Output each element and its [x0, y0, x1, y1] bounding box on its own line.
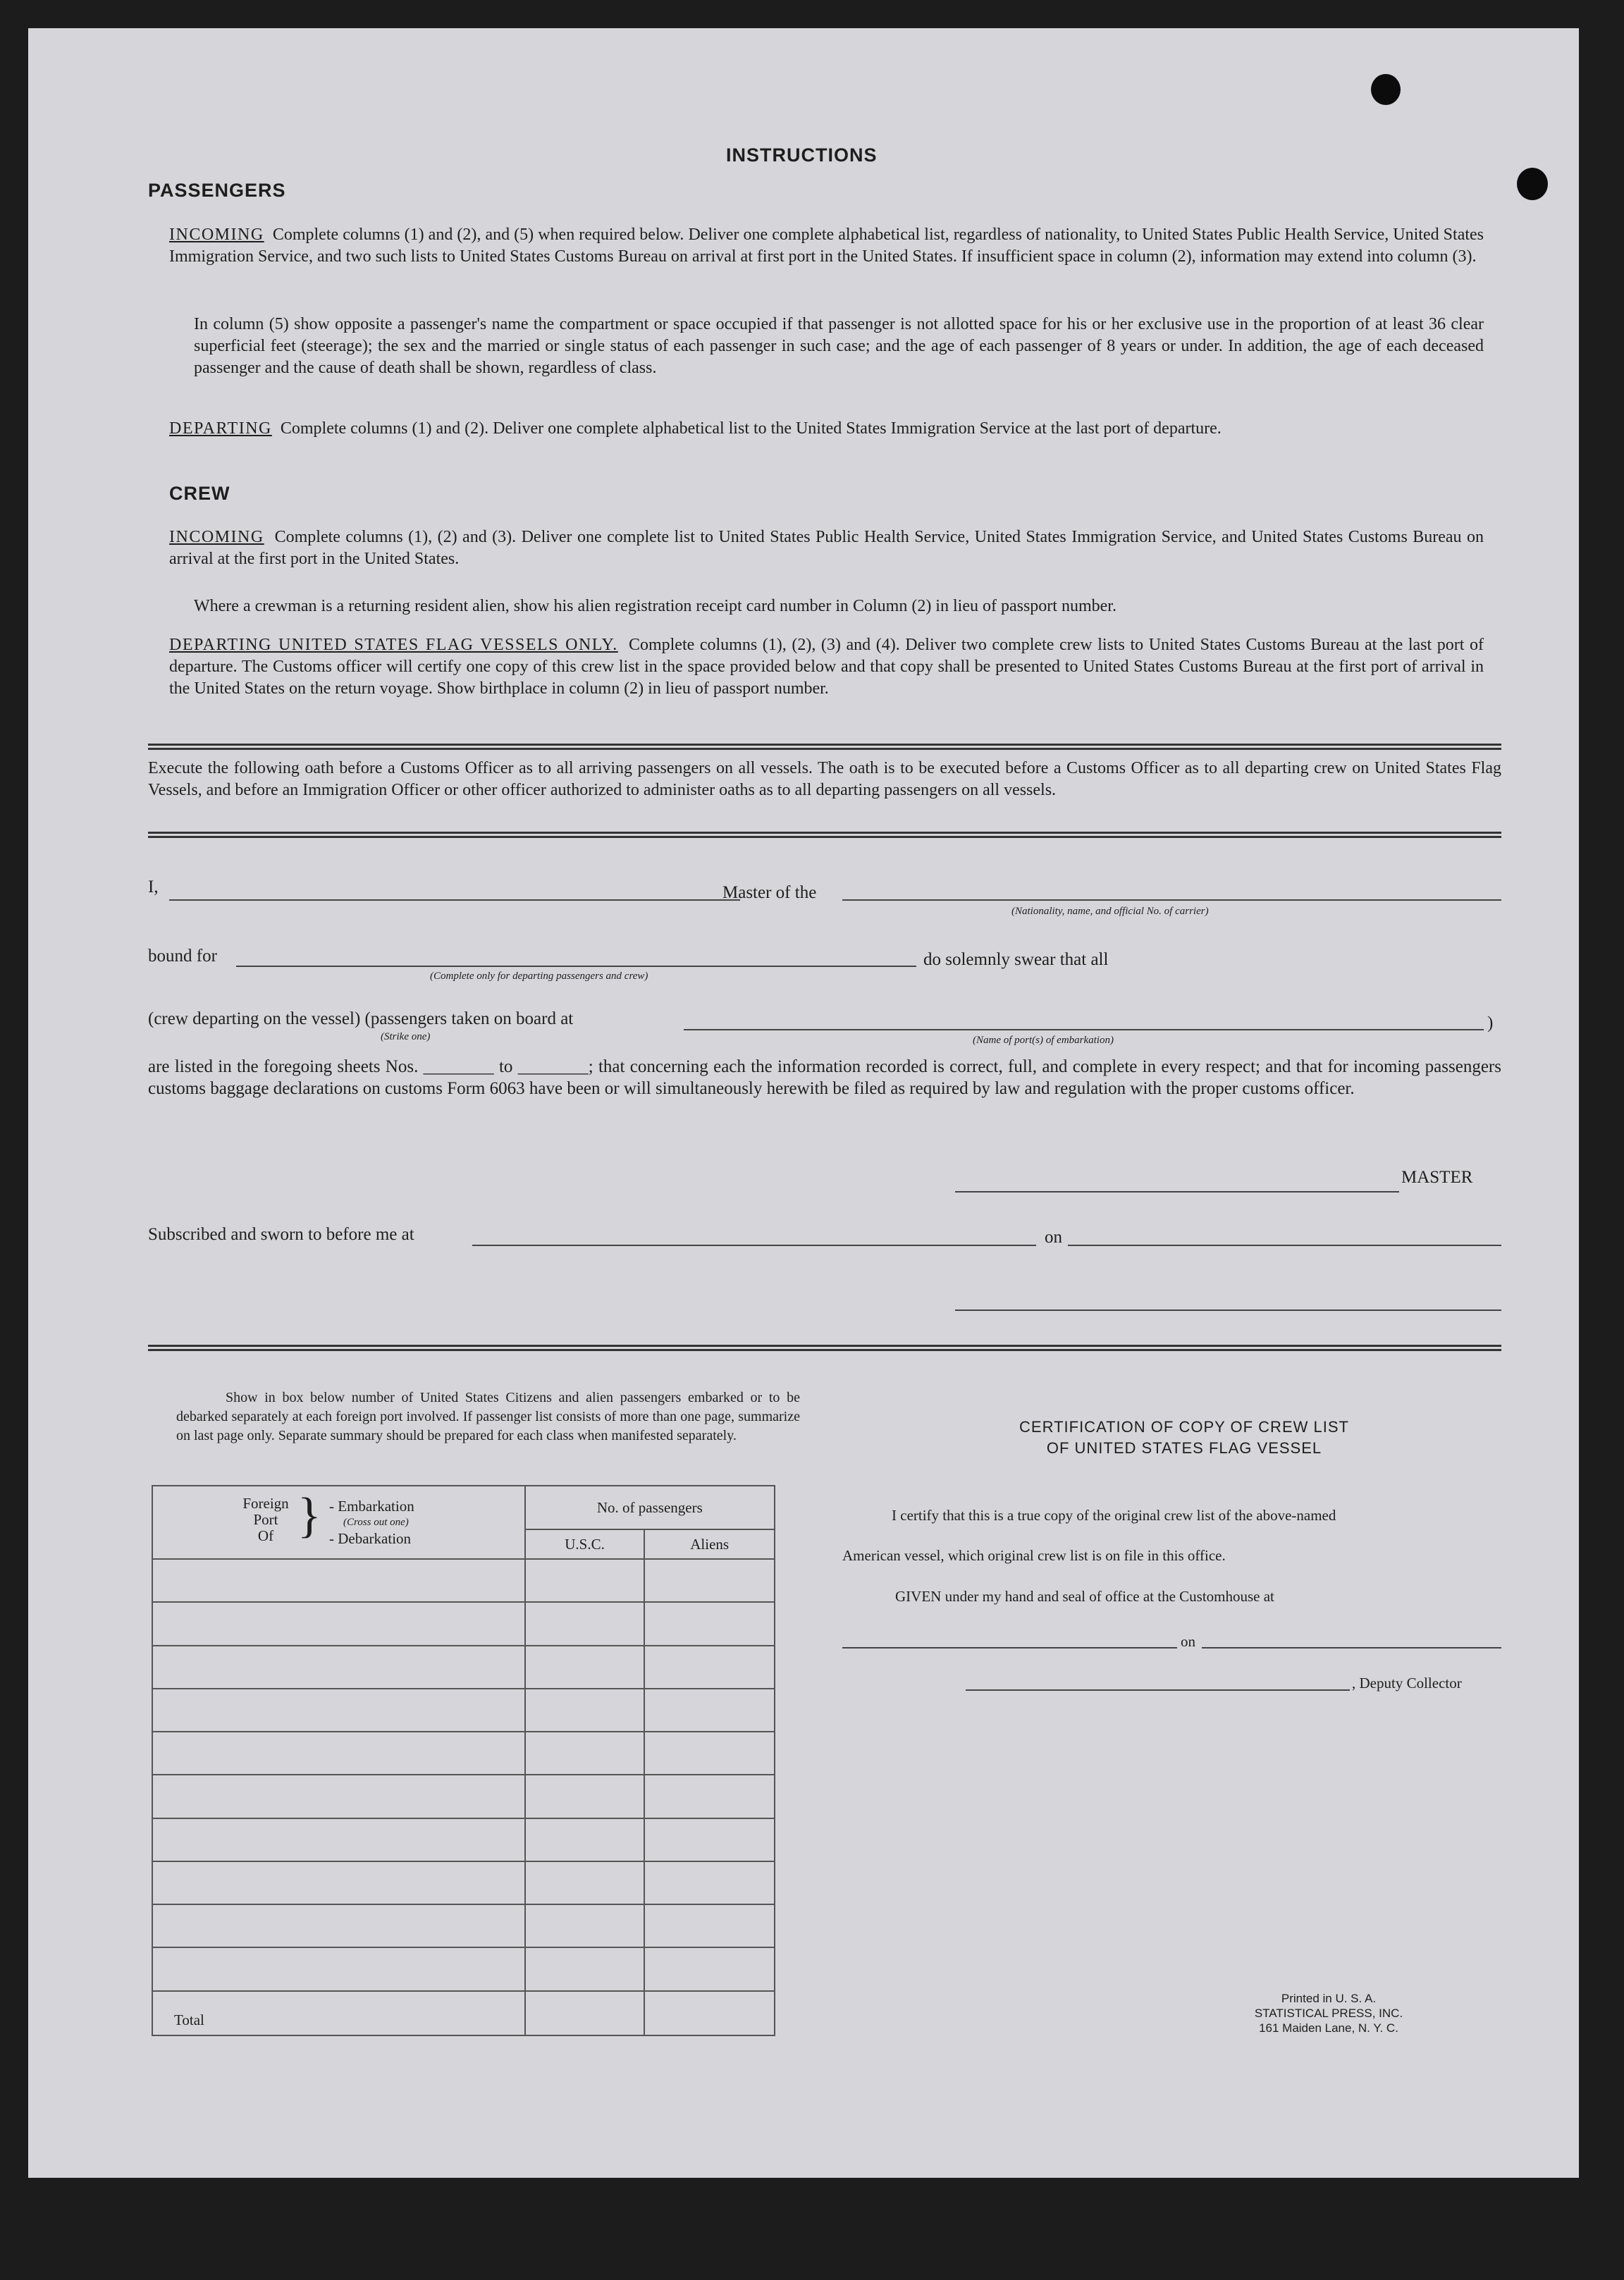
cross-out-caption: (Cross out one)	[343, 1517, 409, 1529]
certification-title-line1: CERTIFICATION OF COPY OF CREW LIST	[1019, 1418, 1349, 1436]
aliens-cell[interactable]	[644, 1732, 775, 1775]
passengers-heading: PASSENGERS	[148, 180, 286, 201]
usc-cell[interactable]	[525, 1818, 645, 1861]
table-row	[152, 1861, 775, 1904]
passenger-summary-table	[152, 1485, 775, 2036]
bound-for-label: bound for	[148, 947, 217, 966]
aliens-cell[interactable]	[644, 1646, 775, 1689]
cert-on-label: on	[1181, 1633, 1195, 1650]
passengers-departing-text: Complete columns (1) and (2). Deliver one complete alphabetical list to the United States Immigration Service at the last port of departure.	[280, 419, 1222, 438]
divider	[148, 748, 1501, 750]
officer-signature-field[interactable]	[955, 1310, 1501, 1311]
table-row	[152, 1559, 775, 1602]
table-row	[152, 1775, 775, 1818]
aliens-cell[interactable]	[644, 1818, 775, 1861]
bound-for-field[interactable]	[236, 966, 916, 967]
port-header-cell	[152, 1486, 525, 1559]
sworn-date-field[interactable]	[1068, 1245, 1501, 1246]
crew-heading: CREW	[169, 483, 230, 504]
foreign-port-of	[238, 1496, 294, 1544]
usc-cell[interactable]	[525, 1904, 645, 1947]
page-title: INSTRUCTIONS	[726, 144, 878, 166]
divider	[148, 836, 1501, 838]
aliens-header: Aliens	[644, 1529, 775, 1559]
usc-cell[interactable]	[525, 1732, 645, 1775]
usc-cell[interactable]	[525, 1689, 645, 1732]
printer-line1: Printed in U. S. A.	[1281, 1992, 1377, 2005]
port-caption: (Name of port(s) of embarkation)	[973, 1035, 1114, 1046]
usc-cell[interactable]	[525, 1775, 645, 1818]
crew-alien-paragraph: Where a crewman is a returning resident alien, show his alien registration receipt card number in Column (2) in lieu of passport number.	[194, 597, 1116, 615]
certification-title-line2: OF UNITED STATES FLAG VESSEL	[1046, 1439, 1322, 1457]
embarkation-label: - Embarkation	[329, 1498, 414, 1515]
listed-paragraph: are listed in the foregoing sheets Nos. ________ to ________; that concerning each the information recorded is correct, full, and complete in every respect; and that for incoming passengers customs baggage declarations on customs Form 6063 have been or will simultaneously herewith be filed as required by law and regulation with the proper customs officer.	[148, 1057, 1501, 1098]
divider	[148, 1345, 1501, 1347]
aliens-cell[interactable]	[644, 1559, 775, 1602]
given-line: GIVEN under my hand and seal of office at the Customhouse at	[895, 1588, 1274, 1605]
printer-imprint	[1212, 1991, 1445, 2035]
divider	[148, 832, 1501, 834]
usc-cell[interactable]	[525, 1559, 645, 1602]
port-of-embarkation-field[interactable]	[684, 1029, 1484, 1030]
passengers-incoming-paragraph	[169, 224, 1484, 268]
master-label: MASTER	[1401, 1168, 1473, 1187]
table-row	[152, 1646, 775, 1689]
box-instructions: Show in box below number of United States Citizens and alien passengers embarked or to be debarked separately at each foreign port involved. If passenger list consists of more than one page, summarize on last page only. Separate summary should be prepared for each class when manifested separately.	[176, 1390, 800, 1443]
embark-debark	[329, 1498, 414, 1547]
crew-departing-label: (crew departing on the vessel) (passengers taken on board at	[148, 1009, 574, 1028]
debarkation-label: - Debarkation	[329, 1530, 412, 1548]
crew-incoming-paragraph	[169, 526, 1484, 570]
close-paren: )	[1487, 1013, 1494, 1033]
usc-total-cell[interactable]	[525, 1991, 645, 2035]
printer-line2: STATISTICAL PRESS, INC.	[1254, 2007, 1403, 2020]
certify-line1: I certify that this is a true copy of the original crew list of the above-named	[892, 1507, 1336, 1524]
form-page	[28, 28, 1579, 2178]
usc-header: U.S.C.	[525, 1529, 645, 1559]
customhouse-field[interactable]	[842, 1647, 1177, 1649]
total-row	[152, 1991, 775, 2035]
swear-label: do solemnly swear that all	[923, 950, 1109, 969]
port-cell[interactable]	[152, 1559, 525, 1602]
port-cell[interactable]	[152, 1646, 525, 1689]
table-row	[152, 1947, 775, 1990]
certify-line2: American vessel, which original crew list is on file in this office.	[842, 1547, 1226, 1564]
passengers-departing-paragraph	[169, 418, 1484, 440]
aliens-cell[interactable]	[644, 1602, 775, 1645]
sworn-location-field[interactable]	[472, 1245, 1036, 1246]
table-row	[152, 1818, 775, 1861]
master-name-field[interactable]	[169, 899, 740, 901]
port-cell[interactable]	[152, 1904, 525, 1947]
usc-cell[interactable]	[525, 1861, 645, 1904]
usc-cell[interactable]	[525, 1947, 645, 1990]
of-label: Of	[257, 1527, 274, 1545]
printer-line3: 161 Maiden Lane, N. Y. C.	[1259, 2021, 1398, 2035]
punch-hole	[1517, 168, 1548, 200]
passengers-departing-label: DEPARTING	[169, 419, 272, 438]
table-row	[152, 1602, 775, 1645]
table-row	[152, 1904, 775, 1947]
on-label: on	[1045, 1228, 1062, 1247]
aliens-cell[interactable]	[644, 1904, 775, 1947]
port-label: Port	[253, 1511, 278, 1529]
crew-departing-paragraph	[169, 634, 1484, 700]
crew-incoming-label: INCOMING	[169, 528, 264, 546]
aliens-cell[interactable]	[644, 1689, 775, 1732]
no-passengers-header: No. of passengers	[525, 1486, 775, 1529]
oath-instructions: Execute the following oath before a Customs Officer as to all arriving passengers on all vessels. The oath is to be executed before a Customs Officer as to all departing crew on United States Flag Vessels, and before an Immigration Officer or other officer authorized to administer oaths as to all departing passengers on all vessels.	[148, 759, 1501, 799]
crew-departing-label: DEPARTING UNITED STATES FLAG VESSELS ONLY.	[169, 636, 618, 654]
table-row	[152, 1689, 775, 1732]
divider	[148, 744, 1501, 746]
usc-cell[interactable]	[525, 1646, 645, 1689]
i-label: I,	[148, 877, 159, 896]
bound-for-caption: (Complete only for departing passengers and crew)	[430, 970, 648, 982]
deputy-signature-field[interactable]	[966, 1689, 1350, 1691]
port-cell[interactable]	[152, 1732, 525, 1775]
port-cell[interactable]	[152, 1602, 525, 1645]
cert-date-field[interactable]	[1202, 1647, 1501, 1649]
passengers-incoming-label: INCOMING	[169, 226, 264, 244]
carrier-field[interactable]	[842, 899, 1501, 901]
deputy-collector-label: , Deputy Collector	[1352, 1675, 1462, 1691]
master-signature-field[interactable]	[955, 1191, 1399, 1193]
port-cell[interactable]	[152, 1947, 525, 1990]
divider	[148, 1349, 1501, 1351]
table-header-row	[152, 1486, 775, 1529]
port-cell[interactable]	[152, 1861, 525, 1904]
crew-departing-text: Complete columns (1), (2), (3) and (4). Deliver two complete crew lists to United States Customs Bureau at the last port of departure. The Customs officer will certify one copy of this crew list in the space provided below and that copy shall be presented to United States Customs Bureau at the first port of arrival in the United States on the return voyage. Show birthplace in column (2) in lieu of passport number.	[169, 636, 1484, 698]
passengers-incoming-text: Complete columns (1) and (2), and (5) when required below. Deliver one complete alphabetical list, regardless of nationality, to United States Public Health Service, United States Immigration Service, and two such lists to United States Customs Bureau on arrival at first port in the United States. If insufficient space in column (2), information may extend into column (3).	[169, 226, 1484, 266]
aliens-total-cell[interactable]	[644, 1991, 775, 2035]
crew-incoming-text: Complete columns (1), (2) and (3). Deliver one complete list to United States Public Health Service, United States Immigration Service, and United States Customs Bureau on arrival at the first port in the United States.	[169, 528, 1484, 568]
master-of-the-label: Master of the	[722, 883, 817, 902]
ink-spot	[1371, 74, 1401, 105]
foreign-label: Foreign	[242, 1495, 289, 1512]
port-cell[interactable]	[152, 1775, 525, 1818]
certification-title	[871, 1417, 1498, 1459]
usc-cell[interactable]	[525, 1602, 645, 1645]
aliens-cell[interactable]	[644, 1947, 775, 1990]
brace-icon: }	[297, 1489, 321, 1543]
aliens-cell[interactable]	[644, 1775, 775, 1818]
total-label: Total	[152, 1991, 525, 2035]
aliens-cell[interactable]	[644, 1861, 775, 1904]
port-cell[interactable]	[152, 1818, 525, 1861]
carrier-caption: (Nationality, name, and official No. of carrier)	[1011, 906, 1209, 917]
subscribed-label: Subscribed and sworn to before me at	[148, 1225, 414, 1244]
column5-paragraph: In column (5) show opposite a passenger's name the compartment or space occupied if that passenger is not allotted space for his or her exclusive use in the proportion of at least 36 clear superficial feet (steerage); the sex and the married or single status of each passenger in such case; and the age of each passenger of 8 years or under. In addition, the age of each deceased passenger and the cause of death shall be shown, regardless of class.	[194, 315, 1484, 377]
table-row	[152, 1732, 775, 1775]
strike-one-caption: (Strike one)	[381, 1031, 431, 1042]
port-cell[interactable]	[152, 1689, 525, 1732]
